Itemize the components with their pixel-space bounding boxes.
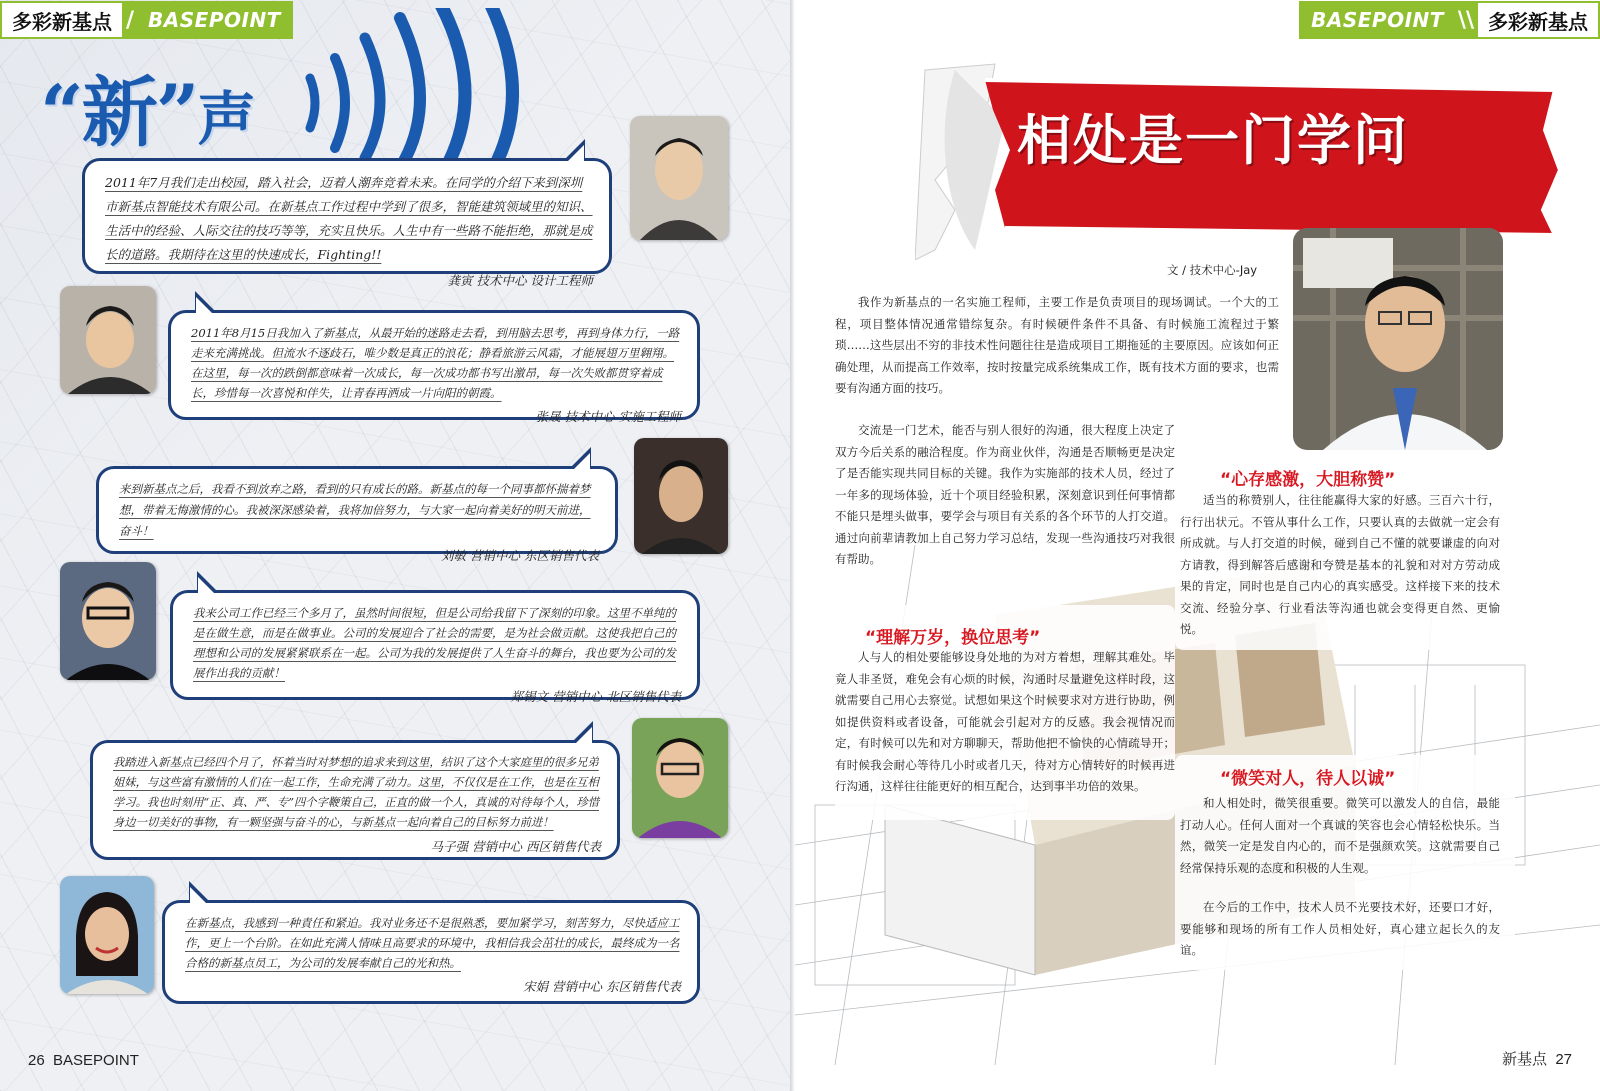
- folio-label: 新基点: [1501, 1051, 1547, 1068]
- testimonial-bubble-2: [168, 310, 700, 424]
- section-label-cn: 多彩新基点: [1476, 1, 1600, 39]
- paragraph-2: 交流是一门艺术，能否与别人很好的沟通，很大程度上决定了双方今后关系的融洽程度。作为商业伙伴，沟通是否顺畅更是决定了是否能实现共同目标的关键。我作为实施部的技术人员，经过了一年多的现场体验，近十个项目经验积累，深刻意识到任何事情都不能只是埋头做事，要学会与项目有关系的各个环节的人打交道。通过向前辈请教加上自己努力学习总结，发现一些沟通技巧对我很有帮助。: [835, 423, 1175, 566]
- testimonial-signature: 张晟 技术中心 实施工程师: [535, 409, 681, 424]
- right-folio: [1502, 1048, 1572, 1069]
- page-number: 27: [1555, 1051, 1572, 1068]
- page-title: [40, 52, 253, 161]
- testimonial-text: 我踏进入新基点已经四个月了，怀着当时对梦想的追求来到这里，结识了这个大家庭里的很多兄弟姐妹，与这些富有激情的人们在一起工作，生命充满了动力。这里，不仅仅是在工作，也是在互相学习。我也时刻用“正、真、严、专”四个字鞭策自己，正直的做一个人，真诚的对待每个人，珍惜身边一切美好的事物，有一颗坚强与奋斗的心，与新基点一起向着自己的目标努力前进！: [113, 756, 600, 829]
- section-text-1: 适当的称赞别人，往往能赢得大家的好感。三百六十行，行行出状元。不管从事什么工作，只要认真的去做就一定会有所成就。与人打交道的时候，碰到自己不懂的就要谦虚的向对方请教，得到解答后感谢和夸赞是基本的礼貌和对对方劳动成果的肯定，同时也是自己内心的真实感受。这样接下来的技术交流、经验分享、行业看法等沟通也就会变得更自然、更愉悦。: [1180, 493, 1500, 636]
- section-text-3: 和人相处时，微笑很重要。微笑可以激发人的自信，最能打动人心。任何人面对一个真诚的笑容也会心情轻松快乐。当然，微笑一定是发自内心的，而不是强颜欢笑。这就需要自己经常保持乐观的态度和积极的人生观。: [1180, 796, 1500, 875]
- testimonial-signature: 龚寅 技术中心 设计工程师: [447, 273, 593, 288]
- testimonial-text: 我来公司工作已经三个多月了，虽然时间很短，但是公司给我留下了深刻的印象。这里不单纯的是在做生意，而是在做事业。公司的发展迎合了社会的需要，是为社会做贡献。这使我把自己的理想和公司的发展紧紧联系在一起。公司为我的发展提供了人生奋斗的舞台，我也要为公司的发展作出我的贡献！: [193, 606, 676, 680]
- avatar-zhang-sheng: [60, 286, 156, 394]
- title-quote-close: ”: [155, 68, 198, 157]
- title-sheng: 声: [197, 85, 254, 153]
- page-number: 26: [28, 1052, 45, 1069]
- left-page: [0, 0, 790, 1091]
- left-header: [0, 0, 293, 40]
- testimonial-bubble-6: [162, 900, 700, 1004]
- testimonial-text: 2011年8月15日我加入了新基点，从最开始的迷路走去看，到用脑去思考，再到身体力行，一路走来充满挑战。但流水不逐歧石，唯少数是真正的浪花；静看旅游云风霜，才能展翅万里翱翔。在这里，每一次的跌倒都意味着一次成长，每一次成功都书写出激昂，每一次失败都贯穿着成长，珍惜每一次喜悦和伴失，让青春再洒成一片向阳的朝霞。: [191, 326, 680, 400]
- testimonial-bubble-1: [82, 158, 612, 288]
- title-quote-open: “: [40, 68, 82, 157]
- bubble-tail: [195, 291, 217, 313]
- sound-wave-icon: [280, 8, 540, 158]
- testimonial-text: 2011年7月我们走出校园，踏入社会，迈着人潮奔竞着未来。在同学的介绍下来到深圳市新基点智能技术有限公司。在新基点工作过程中学到了很多，智能建筑领域里的知识、生活中的经验、人际交往的技巧等等，充实且快乐。人生中有一些路不能拒绝，那就是成长的道路。我期待在这里的快速成长，Fighting!!: [105, 175, 593, 262]
- section-label-en: BASEPOINT: [136, 1, 293, 39]
- testimonial-signature: 刘敏 营销中心 东区销售代表: [441, 548, 599, 563]
- testimonial-bubble-3: [96, 466, 618, 563]
- testimonial-text: 在新基点，我感到一种責任和紧迫。我对业务还不是很熟悉，要加紧学习，刻苦努力，尽快适应工作，更上一个台阶。在如此充满人情味且高要求的环境中，我相信我会茁壮的成长，最终成为一名合格的新基点员工，为公司的发展奉献自己的光和热。: [185, 916, 680, 970]
- author-photo-jay: [1293, 228, 1503, 450]
- intro-paragraph: 我作为新基点的一名实施工程师，主要工作是负责项目的现场调试。一个大的工程，项目整体情况通常错综复杂。有时候硬件条件不具备、有时候施工流程过于繁琐……这些层出不穷的非技术性问题往往是造成项目工期拖延的主要原因。应该如何正确处理，从而提高工作效率，按时按量完成系统集成工作，既有技术方面的要求，也需要有沟通方面的技巧。: [835, 295, 1279, 395]
- title-xin: 新: [81, 68, 156, 157]
- avatar-liu-min: [634, 438, 728, 554]
- slash-divider: \\: [1456, 1, 1476, 39]
- section-heading-1: “心存感激，大胆称赞”: [1220, 470, 1396, 490]
- section-text-2: 人与人的相处要能够设身处地的为对方着想，理解其难处。毕竟人非圣贤，难免会有心烦的时候，沟通时尽量避免这样时段，这就需要自己用心去察觉。试想如果这个时候要求对方进行协助，例如提供资料或者设备，可能就会引起对方的反感。我会视情况而定，有时候可以先和对方聊聊天，帮助他把不愉快的心情疏导开；有时候我会耐心等待几小时或者几天，待对方心情转好的时候再进行沟通，这样往往能更好的相互配合，达到事半功倍的效果。: [835, 650, 1175, 793]
- section-label-cn: 多彩新基点: [0, 1, 124, 39]
- bubble-tail: [569, 447, 591, 469]
- folio-label: BASEPOINT: [53, 1052, 139, 1069]
- slash-divider: /: [124, 1, 136, 39]
- avatar-zheng-xiwen: [60, 562, 156, 680]
- avatar-song-juan: [60, 876, 154, 994]
- testimonial-bubble-4: [170, 590, 700, 704]
- closing-paragraph: 在今后的工作中，技术人员不光要技术好，还要口才好，要能够和现场的所有工作人员相处好，真心建立起长久的友谊。: [1180, 900, 1500, 957]
- testimonial-bubble-5: [90, 740, 620, 860]
- section-label-en: BASEPOINT: [1299, 1, 1456, 39]
- bubble-tail: [563, 139, 585, 161]
- byline: 文 / 技术中心-Jay: [1167, 263, 1258, 277]
- testimonial-signature: 宋娟 营销中心 东区销售代表: [523, 979, 681, 994]
- article-title: 相处是一门学问: [1017, 109, 1409, 172]
- testimonial-signature: 郑锡文 营销中心 北区销售代表: [510, 689, 681, 704]
- bubble-tail: [197, 571, 219, 593]
- avatar-gong-yin: [630, 116, 728, 240]
- section-heading-2: “理解万岁，换位思考”: [865, 628, 1041, 648]
- bubble-tail: [189, 881, 211, 903]
- section-heading-3: “微笑对人，待人以诚”: [1220, 769, 1396, 789]
- testimonial-signature: 马子强 营销中心 西区销售代表: [430, 839, 601, 854]
- right-header: [1299, 0, 1600, 40]
- avatar-ma-ziqiang: [632, 718, 728, 838]
- right-page: [795, 0, 1600, 1091]
- testimonial-text: 来到新基点之后，我看不到放弃之路，看到的只有成长的路。新基点的每一个同事都怀揣着梦想，带着无悔激情的心。我被深深感染着，我将加倍努力，与大家一起向着美好的明天前进，奋斗！: [119, 482, 591, 538]
- bubble-tail: [571, 721, 593, 743]
- left-folio: [28, 1052, 139, 1069]
